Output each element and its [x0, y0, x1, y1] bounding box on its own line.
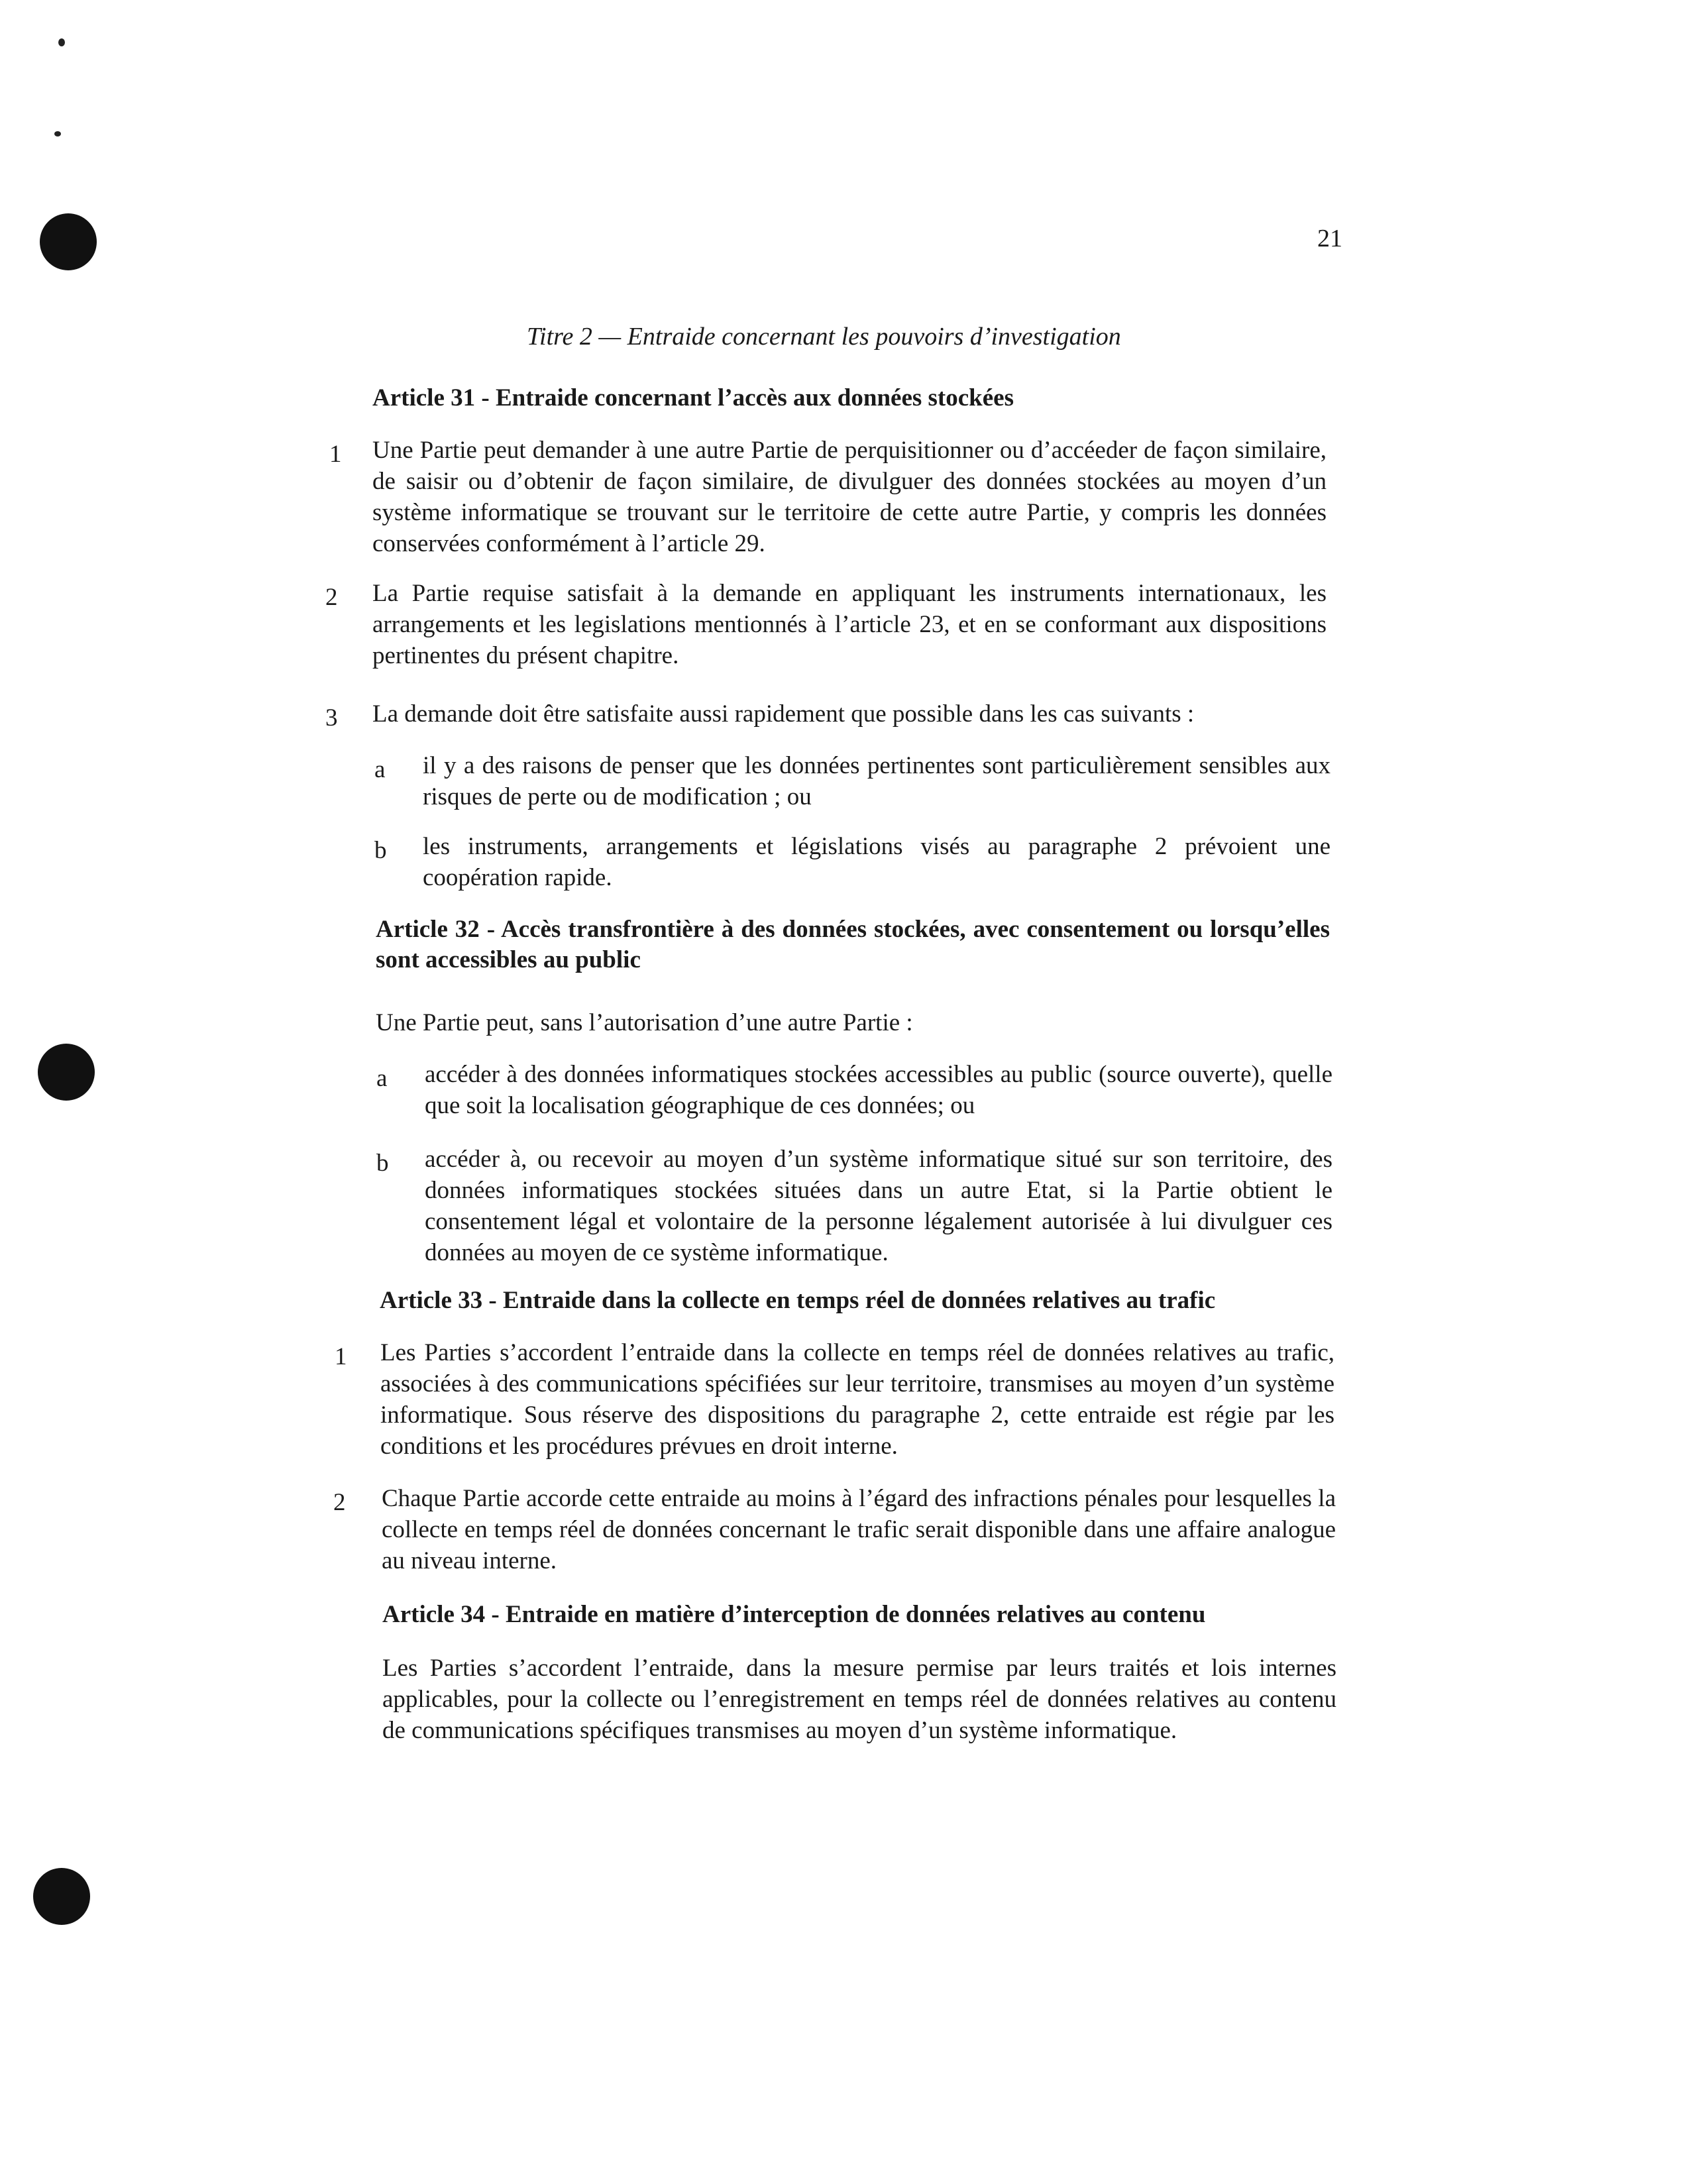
- article-31-item-a: il y a des raisons de penser que les données pertinentes sont particulièrement sensibles aux risques de perte ou de modification ; ou: [423, 752, 1331, 810]
- list-letter: a: [376, 1065, 388, 1092]
- punch-hole-bottom: [33, 1868, 90, 1925]
- paragraph-number: 1: [329, 441, 342, 468]
- paragraph-number: 2: [333, 1489, 346, 1516]
- paragraph-number: 3: [325, 704, 338, 732]
- article-31-heading: Article 31 - Entraide concernant l’accès aux données stockées: [372, 384, 1014, 411]
- scan-speck: [58, 38, 65, 46]
- article-34-paragraph: Les Parties s’accordent l’entraide, dans la mesure permise par leurs traités et lois internes applicables, pour la collecte ou l’enregistrement en temps réel de données relatives au contenu de communications spécifiques transmises au moyen d’un système informatique.: [382, 1655, 1336, 1744]
- punch-hole-top: [40, 213, 97, 270]
- article-33-heading: Article 33 - Entraide dans la collecte en temps réel de données relatives au trafic: [380, 1287, 1216, 1314]
- paragraph-number: 1: [335, 1343, 347, 1370]
- article-31-paragraph-1: Une Partie peut demander à une autre Partie de perquisitionner ou d’accéeder de façon similaire, de saisir ou d’obtenir de façon similaire, de divulguer des données stockées au moyen d’un système informatique se trouvant sur le territoire de cette autre Partie, y compris les données conservées conformément à l’article 29.: [372, 437, 1327, 557]
- page-number: 21: [1317, 225, 1342, 252]
- section-title: Titre 2 — Entraide concernant les pouvoirs d’investigation: [527, 323, 1121, 351]
- article-31-paragraph-3: La demande doit être satisfaite aussi rapidement que possible dans les cas suivants :: [372, 700, 1195, 728]
- list-letter: a: [374, 756, 386, 783]
- article-31-paragraph-2: La Partie requise satisfait à la demande en appliquant les instruments internationaux, les arrangements et les legislations mentionnés à l’article 23, et en se conformant aux dispositions pertinentes du présent chapitre.: [372, 580, 1327, 669]
- punch-hole-middle: [38, 1044, 95, 1101]
- article-32-heading: Article 32 - Accès transfrontière à des données stockées, avec consentement ou lorsqu’elles sont accessibles au public: [376, 916, 1330, 973]
- article-32-item-b: accéder à, ou recevoir au moyen d’un système informatique situé sur son territoire, des données informatiques stockées situées dans un autre Etat, si la Partie obtient le consentement légal et volontaire de la personne légalement autorisée à lui divulguer ces données au moyen de ce système informatique.: [425, 1146, 1332, 1266]
- list-letter: b: [374, 837, 387, 864]
- list-letter: b: [376, 1150, 389, 1177]
- article-33-paragraph-1: Les Parties s’accordent l’entraide dans la collecte en temps réel de données relatives au trafic, associées à des communications spécifiées sur leur territoire, transmises au moyen d’un système informatique. Sous réserve des dispositions du paragraphe 2, cette entraide est régie par les conditions et les procédures prévues en droit interne.: [380, 1339, 1334, 1460]
- paragraph-number: 2: [325, 584, 338, 611]
- article-34-heading: Article 34 - Entraide en matière d’interception de données relatives au contenu: [382, 1601, 1206, 1628]
- article-33-paragraph-2: Chaque Partie accorde cette entraide au moins à l’égard des infractions pénales pour lesquelles la collecte en temps réel de données concernant le trafic serait disponible dans une affaire analogue au niveau interne.: [382, 1485, 1336, 1574]
- scan-speck: [54, 131, 61, 136]
- article-31-item-b: les instruments, arrangements et législations visés au paragraphe 2 prévoient une coopération rapide.: [423, 833, 1331, 891]
- article-32-item-a: accéder à des données informatiques stockées accessibles au public (source ouverte), quelle que soit la localisation géographique de ces données; ou: [425, 1061, 1332, 1119]
- article-32-intro: Une Partie peut, sans l’autorisation d’une autre Partie :: [376, 1009, 913, 1036]
